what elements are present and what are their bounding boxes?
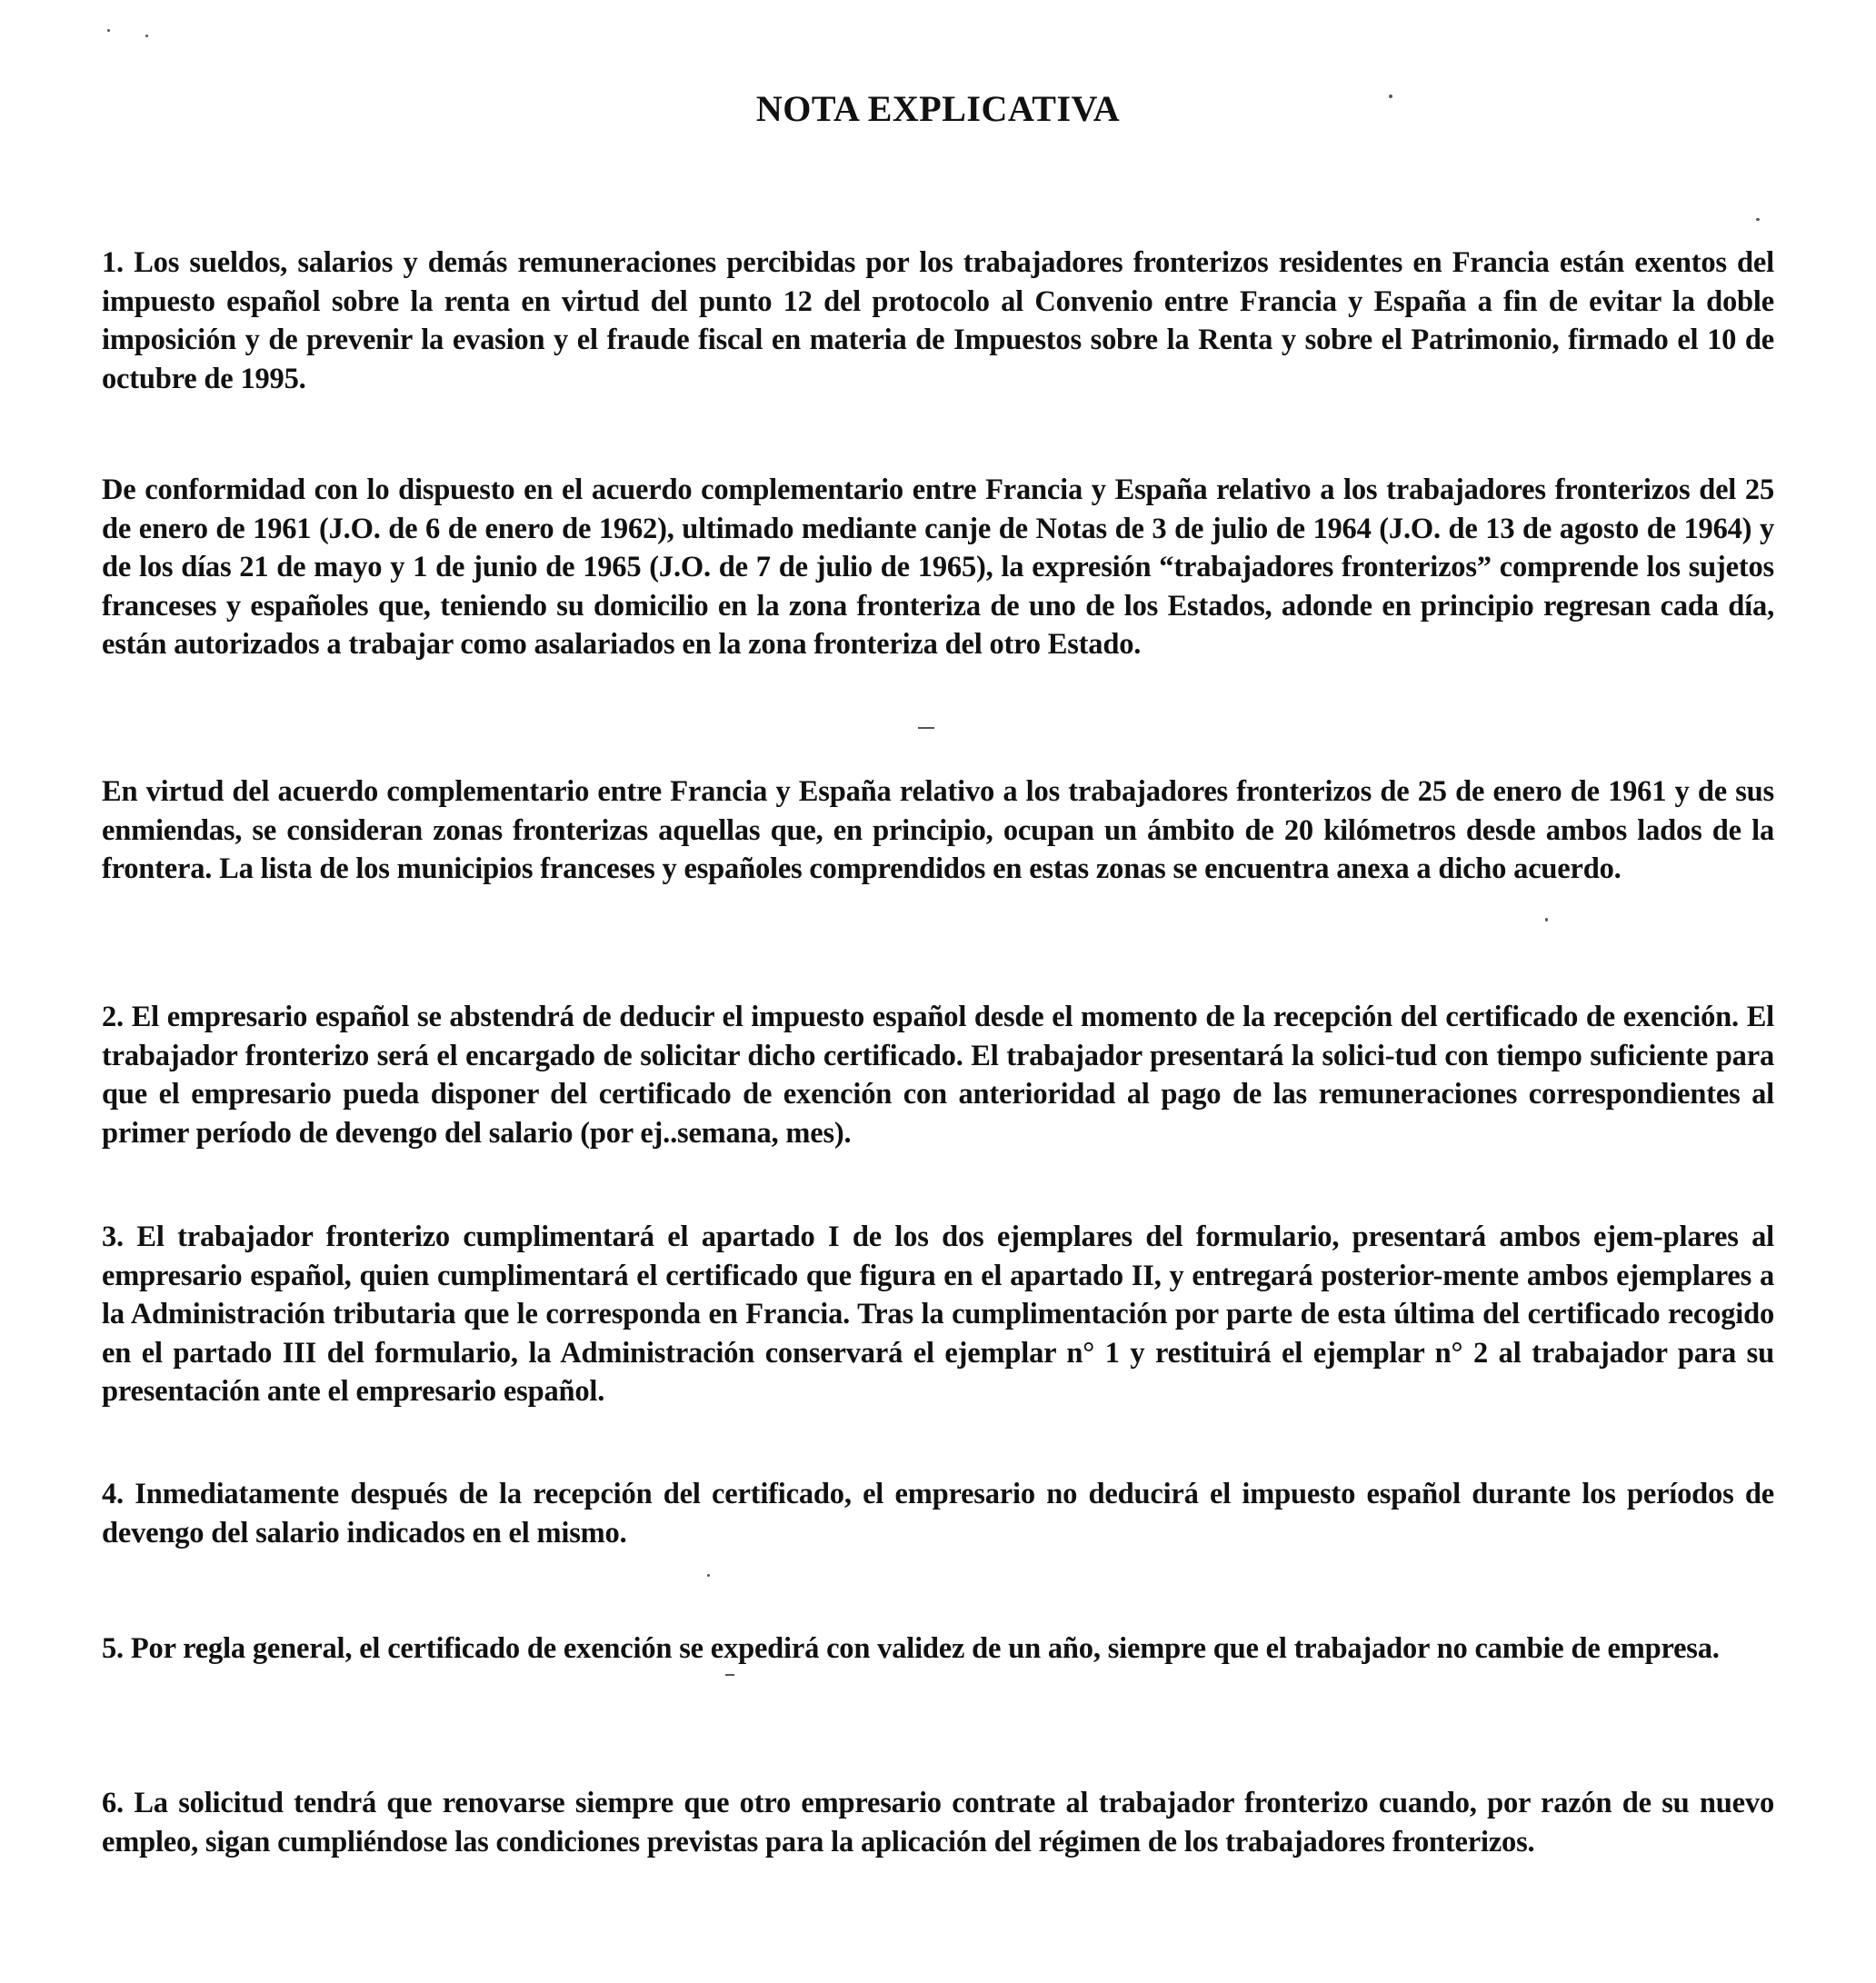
scan-speck [707, 1574, 710, 1577]
scan-speck [918, 727, 934, 729]
paragraph-5-validity: 5. Por regla general, el certificado de exención se expedirá con validez de un año, siempre que el trabajador no cambie de empresa. [102, 1632, 1720, 1665]
paragraph-3-form-procedure: 3. El trabajador fronterizo cumplimentará el apartado I de los dos ejemplares del formulario, presentará ambos ejem-plares al empresario español, quien cumplimentará el certificado que figura en el apartado II, y entregará posterior-mente ambos ejemplares a la Administración tributaria que le corresponda en Francia. Tras la cumplimentación por parte de esta última del certificado recogido en el partado III del formulario, la Administración conservará el ejemplar n° 1 y restituirá el ejemplar n° 2 al trabajador para su presentación ante el empresario español. [102, 1221, 1774, 1408]
scan-speck [1389, 95, 1392, 98]
paragraph-6-renewal: 6. La solicitud tendrá que renovarse siempre que otro empresario contrate al trabajador fronterizo cuando, por razón de su nuevo empleo, sigan cumpliéndose las condiciones previstas para la aplicación del régimen de los trabajadores fronterizos. [102, 1787, 1774, 1858]
scan-speck [107, 29, 110, 32]
paragraph-frontier-worker-definition: De conformidad con lo dispuesto en el acuerdo complementario entre Francia y España relativo a los trabajadores fronterizos del 25 de enero de 1961 (J.O. de 6 de enero de 1962), ultimado mediante canje de Notas de 3 de julio de 1964 (J.O. de 13 de agosto de 1964) y de los días 21 de mayo y 1 de junio de 1965 (J.O. de 7 de julio de 1965), la expresión “trabajadores fronterizos” comprende los sujetos franceses y españoles que, teniendo su domicilio en la zona fronteriza de uno de los Estados, adonde en principio regresan cada día, están autorizados a trabajar como asalariados en la zona fronteriza del otro Estado. [102, 473, 1774, 661]
paragraph-4-after-receipt: 4. Inmediatamente después de la recepción del certificado, el empresario no deducirá el impuesto español durante los períodos de devengo del salario indicados en el mismo. [102, 1478, 1774, 1550]
paragraph-1-salary-exemption: 1. Los sueldos, salarios y demás remuneraciones percibidas por los trabajadores fronterizos residentes en Francia están exentos del impuesto español sobre la renta en virtud del punto 12 del protocolo al Convenio entre Francia y España a fin de evitar la doble imposición y de prevenir la evasion y el fraude fiscal en materia de Impuestos sobre la Renta y sobre el Patrimonio, firmado el 10 de octubre de 1995. [102, 246, 1774, 395]
scan-speck [145, 35, 148, 37]
document-title: NOTA EXPLICATIVA [755, 88, 1121, 129]
paragraph-frontier-zones: En virtud del acuerdo complementario entre Francia y España relativo a los trabajadores fronterizos de 25 de enero de 1961 y de sus enmiendas, se consideran zonas fronterizas aquellas que, en principio, ocupan un ámbito de 20 kilómetros desde ambos lados de la frontera. La lista de los municipios franceses y españoles comprendidos en estas zonas se encuentra anexa a dicho acuerdo. [102, 775, 1774, 885]
paragraph-2-employer-deduction: 2. El empresario español se abstendrá de deducir el impuesto español desde el momento de la recepción del certificado de exención. El trabajador fronterizo será el encargado de solicitar dicho certificado. El trabajador presentará la solici-tud con tiempo suficiente para que el empresario pueda disponer del certificado de exención con anterioridad al pago de las remuneraciones correspondientes al primer período de devengo del salario (por ej..semana, mes). [102, 1001, 1774, 1150]
scan-speck [725, 1674, 734, 1676]
scan-speck [1756, 218, 1760, 221]
scan-speck [1545, 918, 1548, 922]
